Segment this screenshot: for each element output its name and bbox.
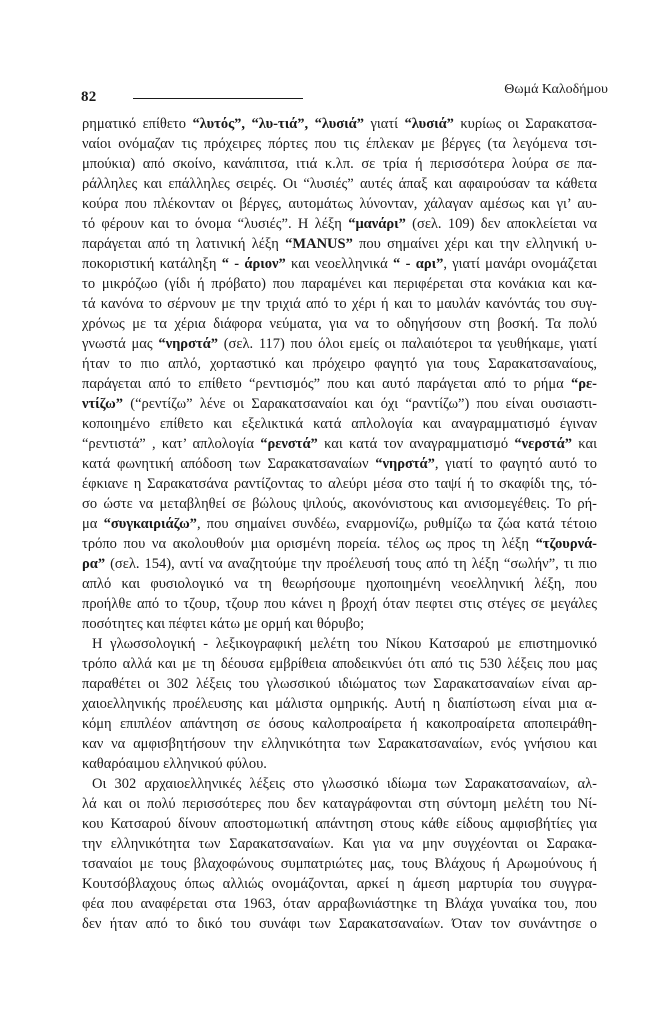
text-segment: γνωστά μας [82,336,159,352]
text-segment: απλό και φυσιολογικό να τη θεωρήσουμε ηχοποιημένη νεοελληνική λέξη, που [82,576,597,592]
text-segment: τρόπο αλλά και με τη δέουσα εμβρίθεια αποδεικνύει ότι από τις 530 λέξεις που μας [82,656,597,672]
bold-term: ντίζω” [82,396,124,412]
text-segment: το μικρόζωο (γίδι ή πρόβατο) που παραμένει και περιφέρεται στα κονάκια και κα- [82,276,597,292]
text-segment: και κατά τον αναγραμματισμό [317,436,515,452]
text-line [82,734,597,754]
text-line [82,834,597,854]
text-segment: ποκοριστική κατάληξη [82,256,222,272]
page-number: 82 [81,89,97,105]
text-segment: Κουτσόβλαχους όπως αλλιώς ονομάζονται, αρκεί η άμεση μαρτυρία του συγγρα- [82,876,597,892]
text-segment: κούρα που πλέκονταν οι βέργες, αυτομάτως λύνονταν, χάλαγαν αμέσως και γι’ αυ- [82,196,597,212]
text-line [82,174,597,194]
text-segment: χαιοελληνικής προέλευσης και μάλιστα ομηρικής. Αυτή η διαπίστωση είναι μια α- [82,696,597,712]
text-line [82,874,597,894]
text-segment: , γιατί μανάρι ονομάζεται [443,256,597,272]
text-segment: ποσότητες και πέφτει κάτω με ορμή και θόρυβο; [82,616,365,632]
text-segment: “ρεντιστά” , κατ’ απλολογία [82,436,261,452]
text-segment: μπούκια) από σκοίνο, κανάπιτσα, ιτιά κ.λπ. σε τρία ή περισσότερα λούρα σε πα- [82,156,597,172]
text-line [82,774,597,794]
text-line [82,534,597,554]
text-segment: παραθέτει οι 302 λέξεις του γλωσσικού ιδιώματος των Σαρακατσαναίων είναι αρ- [82,676,597,692]
text-line [82,114,597,134]
text-line [82,594,597,614]
text-line [82,654,597,674]
text-line [82,274,597,294]
bold-term: ρα” [82,556,106,572]
text-segment: (“ρεντίζω” λένε οι Σαρακατσαναίοι και όχι “ραντίζω”) που είναι ουσιαστι- [123,396,597,412]
text-line [82,434,597,454]
text-segment: σο ώστε να μεταβληθεί σε βώλους ψιλούς, ακονόνιστους και ανισομεγέθεις. Το ρή- [82,496,597,512]
text-segment: τά κανόνα το σέρνουν με την τριχιά από το χέρι ή και το μαυλάν κανόντάς του συγ- [82,296,597,312]
text-line [82,154,597,174]
text-line [82,694,597,714]
text-line [82,914,597,934]
text-line [82,354,597,374]
text-segment: την ελληνικότητα των Σαρακατσαναίων. Και για να μην συγχέονται οι Σαρακα- [82,836,597,852]
running-head: Θωμά Καλοδήμου [504,82,608,97]
text-segment: και [572,436,597,452]
text-segment: ήταν το πιο απλό, χορταστικό και πρόχειρο φαγητό για τους Σαρακατσαναίους, [82,356,597,372]
text-segment: τό φέρουν και το όνομα “λυσιές”. Η λέξη [82,216,349,232]
bold-term: “ - αρι” [393,256,444,272]
bold-term: “λυτός”, “λυ-τιά”, “λυσιά” [192,116,365,132]
text-segment: κου Κατσαρού δίνουν αποστομωτική απάντηση στους κάθε είδους αμφισβήτίες για [82,816,597,832]
bold-term: “λυσιά” [404,116,454,132]
text-line [82,314,597,334]
text-line [82,374,597,394]
text-segment: , γιατί το φαγητό αυτό το [434,456,597,472]
text-line [82,474,597,494]
text-segment: που σημαίνει χέρι και την ελληνική υ- [352,236,597,252]
text-segment: δεν ήταν από το δικό του συνάφι των Σαρακατσαναίων. Όταν τον συνάντησε ο [82,916,597,932]
text-line [82,494,597,514]
text-line [82,554,597,574]
text-segment: , που σημαίνει συνδέω, εναρμονίζω, ρυθμίζω τα ζώα κατά τέτοιο [196,516,597,532]
text-line [82,754,597,774]
text-segment: (σελ. 117) που όλοι εμείς οι παλαιότεροι τα γευθήκαμε, γιατί [217,336,597,352]
text-segment: κοποιημένο επίθετο και εξελικτικά κατά απλολογία και αναγραμματισμό έγιναν [82,416,597,432]
text-line [82,254,597,274]
text-segment: και νεοελληνικά [285,256,394,272]
text-line [82,574,597,594]
header-rule [133,98,303,99]
text-segment: Η γλωσσολογική - λεξικογραφική μελέτη του Νίκου Κατσαρού με επιστημονικό [92,636,597,652]
text-line [82,614,597,634]
text-line [82,674,597,694]
bold-term: “νηρστά” [375,456,435,472]
text-line [82,514,597,534]
bold-term: “ρε- [570,376,597,392]
text-segment: κυρίως οι Σαρακατσα- [453,116,597,132]
text-segment: λά και οι πολύ περισσότερες που δεν καταγράφονται στη σύντομη μελέτη του Νί- [82,796,597,812]
bold-term: “ - άριον” [221,256,286,272]
text-segment: ράλληλες και επάλληλες σειρές. Οι “λυσιές” αυτές άπαξ και αφαιρούσαν τα κάθετα [82,176,597,192]
text-line [82,794,597,814]
text-segment: ρηματικό επίθετο [82,116,193,132]
text-line [82,194,597,214]
bold-term: “μανάρι” [348,216,406,232]
text-segment: (σελ. 154), αντί να αναζητούμε την προέλευσή τους από τη λέξη “σωλήν”, τι πιο [105,556,597,572]
text-segment: φέα που αναφέρεται στα 1963, όταν αρραβωνιάστηκε τη Βλάχα γυναίκα του, που [82,896,597,912]
body-text [82,114,597,934]
text-line [82,454,597,474]
text-segment: καθαρόαιμου ελληνικού φύλου. [82,756,267,772]
text-segment: Οι 302 αρχαιοελληνικές λέξεις στο γλωσσικό ιδίωμα των Σαρακατσαναίων, αλ- [92,776,597,792]
text-segment: μα [82,516,104,532]
text-segment: καν να αμφισβητήσουν την ελληνικότητα των Σαρακατσαναίων, ενός γνήσιου και [82,736,597,752]
text-segment: (σελ. 109) δεν αποκλείεται να [405,216,597,232]
text-line [82,894,597,914]
text-segment: ναίοι ονόμαζαν τις πρόχειρες πόρτες που τις έπλεκαν με βέργες (τα λεγόμενα τσι- [82,136,597,152]
text-line [82,234,597,254]
text-segment: χρόνως με τα χέρια διάφορα νεύματα, για να το οδηγήσουν στη βοσκή. Τα πολύ [82,316,597,332]
text-line [82,414,597,434]
text-line [82,214,597,234]
bold-term: “ρενστά” [260,436,318,452]
text-line [82,854,597,874]
bold-term: “νερστά” [514,436,573,452]
text-segment: γιατί [364,116,405,132]
text-line [82,334,597,354]
text-line [82,714,597,734]
text-segment: παράγεται από τη λατινική λέξη [82,236,286,252]
bold-term: “τζουρνά- [535,536,597,552]
text-line [82,814,597,834]
text-segment: τρόπο που να ακολουθούν μια ορισμένη πορεία. τέλος ως προς τη λέξη [82,536,536,552]
bold-term: “συγκαιριάζω” [103,516,197,532]
text-segment: παράγεται από το επίθετο “ρεντισμός” που και αυτό παράγεται από το ρήμα [82,376,571,392]
text-line [82,134,597,154]
text-line [82,294,597,314]
text-segment: τσαναίοι με τους βλαχοφώνους συμπατριώτες μας, τους Βλάχους ή Αρωμούνους ή [82,856,597,872]
text-segment: κόμη επιπλέον απάντηση σε όσους καλοπροαίρετα ή κακοπροαίρετα αποπειράθη- [82,716,597,732]
text-segment: κατά φωνητική απόδοση των Σαρακατσαναίων [82,456,376,472]
text-segment: προήλθε από το τζουρ, τζουρ που κάνει η βροχή όταν πεφτει στις στέγες σε μεγάλες [82,596,597,612]
text-line [82,634,597,654]
text-line [82,394,597,414]
bold-term: “νηρστά” [158,336,218,352]
text-segment: έφκιανε η Σαρακατσάνα ραντίζοντας το αλεύρι μέσα στο ταψί ή το σκαφίδι της, τό- [82,476,597,492]
bold-term: “MANUS” [285,236,353,252]
